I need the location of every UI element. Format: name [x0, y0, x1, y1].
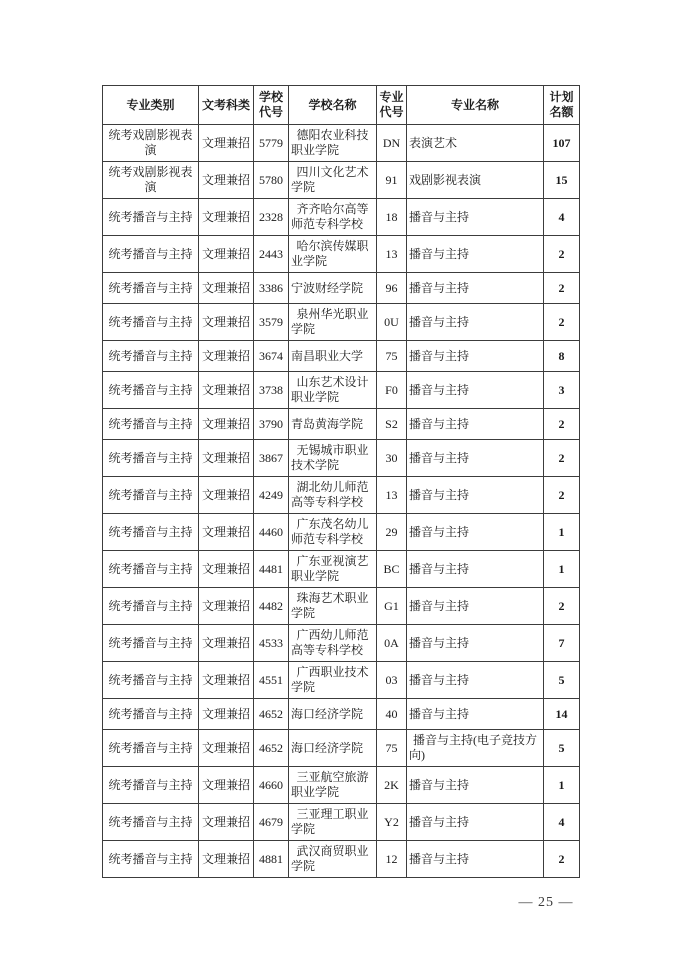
exam-type-cell: 文理兼招 — [199, 730, 254, 767]
category-cell: 统考播音与主持 — [103, 767, 199, 804]
exam-type-cell: 文理兼招 — [199, 514, 254, 551]
school-code-cell: 4460 — [254, 514, 289, 551]
table-row — [103, 804, 580, 841]
quota-cell: 2 — [544, 588, 580, 625]
major-code-cell: 0A — [377, 625, 407, 662]
school-name-cell: 德阳农业科技职业学院 — [289, 125, 377, 162]
exam-type-cell: 文理兼招 — [199, 199, 254, 236]
exam-type-cell: 文理兼招 — [199, 372, 254, 409]
school-code-cell: 3579 — [254, 304, 289, 341]
exam-type-cell: 文理兼招 — [199, 236, 254, 273]
major-name-cell: 播音与主持 — [407, 273, 544, 304]
exam-type-cell: 文理兼招 — [199, 409, 254, 440]
category-cell: 统考播音与主持 — [103, 409, 199, 440]
header-school-name: 学校名称 — [289, 86, 377, 125]
major-code-cell: 30 — [377, 440, 407, 477]
table-row — [103, 699, 580, 730]
major-name-cell: 播音与主持 — [407, 341, 544, 372]
quota-cell: 7 — [544, 625, 580, 662]
table-row — [103, 125, 580, 162]
table-row — [103, 551, 580, 588]
major-code-cell: 13 — [377, 236, 407, 273]
school-code-cell: 4551 — [254, 662, 289, 699]
major-code-cell: 96 — [377, 273, 407, 304]
quota-cell: 8 — [544, 341, 580, 372]
exam-type-cell: 文理兼招 — [199, 625, 254, 662]
table-row — [103, 341, 580, 372]
exam-type-cell: 文理兼招 — [199, 662, 254, 699]
header-exam-type: 文考科类 — [199, 86, 254, 125]
table-row — [103, 199, 580, 236]
table-body — [103, 125, 580, 878]
header-major-code: 专业代号 — [377, 86, 407, 125]
school-name-cell: 哈尔滨传媒职业学院 — [289, 236, 377, 273]
category-cell: 统考播音与主持 — [103, 341, 199, 372]
major-name-cell: 表演艺术 — [407, 125, 544, 162]
school-name-cell: 山东艺术设计职业学院 — [289, 372, 377, 409]
major-code-cell: 2K — [377, 767, 407, 804]
exam-type-cell: 文理兼招 — [199, 125, 254, 162]
quota-cell: 2 — [544, 409, 580, 440]
major-code-cell: 0U — [377, 304, 407, 341]
school-code-cell: 4652 — [254, 699, 289, 730]
table-row — [103, 162, 580, 199]
category-cell: 统考播音与主持 — [103, 199, 199, 236]
major-name-cell: 播音与主持 — [407, 372, 544, 409]
quota-cell: 107 — [544, 125, 580, 162]
quota-cell: 4 — [544, 804, 580, 841]
table-row — [103, 409, 580, 440]
category-cell: 统考播音与主持 — [103, 841, 199, 878]
school-name-cell: 珠海艺术职业学院 — [289, 588, 377, 625]
category-cell: 统考播音与主持 — [103, 514, 199, 551]
quota-cell: 5 — [544, 662, 580, 699]
school-code-cell: 3674 — [254, 341, 289, 372]
major-name-cell: 播音与主持 — [407, 477, 544, 514]
table-row — [103, 730, 580, 767]
major-code-cell: BC — [377, 551, 407, 588]
school-code-cell: 4249 — [254, 477, 289, 514]
major-name-cell: 播音与主持 — [407, 409, 544, 440]
table-header — [103, 86, 580, 125]
major-name-cell: 播音与主持 — [407, 551, 544, 588]
major-code-cell: Y2 — [377, 804, 407, 841]
major-code-cell: 03 — [377, 662, 407, 699]
quota-cell: 2 — [544, 304, 580, 341]
quota-cell: 14 — [544, 699, 580, 730]
major-name-cell: 播音与主持(电子竞技方向) — [407, 730, 544, 767]
major-code-cell: S2 — [377, 409, 407, 440]
table-row — [103, 662, 580, 699]
quota-cell: 1 — [544, 514, 580, 551]
school-code-cell: 5780 — [254, 162, 289, 199]
table-row — [103, 304, 580, 341]
table-row — [103, 236, 580, 273]
admission-plan-table — [102, 85, 580, 878]
category-cell: 统考播音与主持 — [103, 440, 199, 477]
school-code-cell: 3738 — [254, 372, 289, 409]
exam-type-cell: 文理兼招 — [199, 551, 254, 588]
quota-cell: 1 — [544, 551, 580, 588]
exam-type-cell: 文理兼招 — [199, 841, 254, 878]
quota-cell: 2 — [544, 477, 580, 514]
school-name-cell: 广西幼儿师范高等专科学校 — [289, 625, 377, 662]
table-row — [103, 477, 580, 514]
school-name-cell: 广西职业技术学院 — [289, 662, 377, 699]
exam-type-cell: 文理兼招 — [199, 477, 254, 514]
school-code-cell: 4533 — [254, 625, 289, 662]
major-code-cell: 13 — [377, 477, 407, 514]
major-code-cell: 75 — [377, 341, 407, 372]
header-major-name: 专业名称 — [407, 86, 544, 125]
major-name-cell: 播音与主持 — [407, 625, 544, 662]
quota-cell: 3 — [544, 372, 580, 409]
exam-type-cell: 文理兼招 — [199, 588, 254, 625]
major-name-cell: 播音与主持 — [407, 236, 544, 273]
major-name-cell: 播音与主持 — [407, 304, 544, 341]
major-name-cell: 播音与主持 — [407, 514, 544, 551]
school-name-cell: 海口经济学院 — [289, 730, 377, 767]
quota-cell: 2 — [544, 273, 580, 304]
category-cell: 统考播音与主持 — [103, 699, 199, 730]
category-cell: 统考播音与主持 — [103, 804, 199, 841]
category-cell: 统考戏剧影视表演 — [103, 125, 199, 162]
exam-type-cell: 文理兼招 — [199, 440, 254, 477]
quota-cell: 2 — [544, 236, 580, 273]
exam-type-cell: 文理兼招 — [199, 162, 254, 199]
major-name-cell: 播音与主持 — [407, 662, 544, 699]
major-code-cell: 18 — [377, 199, 407, 236]
exam-type-cell: 文理兼招 — [199, 341, 254, 372]
quota-cell: 2 — [544, 440, 580, 477]
quota-cell: 5 — [544, 730, 580, 767]
header-school-code: 学校代号 — [254, 86, 289, 125]
major-code-cell: F0 — [377, 372, 407, 409]
table-row — [103, 841, 580, 878]
school-name-cell: 三亚航空旅游职业学院 — [289, 767, 377, 804]
school-code-cell: 4481 — [254, 551, 289, 588]
school-code-cell: 4652 — [254, 730, 289, 767]
table-row — [103, 767, 580, 804]
major-code-cell: G1 — [377, 588, 407, 625]
school-code-cell: 2328 — [254, 199, 289, 236]
school-code-cell: 4660 — [254, 767, 289, 804]
school-name-cell: 宁波财经学院 — [289, 273, 377, 304]
header-category: 专业类别 — [103, 86, 199, 125]
quota-cell: 1 — [544, 767, 580, 804]
school-code-cell: 5779 — [254, 125, 289, 162]
category-cell: 统考播音与主持 — [103, 625, 199, 662]
header-quota: 计划名额 — [544, 86, 580, 125]
school-code-cell: 4881 — [254, 841, 289, 878]
school-name-cell: 武汉商贸职业学院 — [289, 841, 377, 878]
school-name-cell: 无锡城市职业技术学院 — [289, 440, 377, 477]
major-code-cell: DN — [377, 125, 407, 162]
school-code-cell: 3790 — [254, 409, 289, 440]
category-cell: 统考播音与主持 — [103, 588, 199, 625]
school-name-cell: 青岛黄海学院 — [289, 409, 377, 440]
school-name-cell: 泉州华光职业学院 — [289, 304, 377, 341]
category-cell: 统考播音与主持 — [103, 304, 199, 341]
school-code-cell: 4679 — [254, 804, 289, 841]
major-name-cell: 播音与主持 — [407, 440, 544, 477]
school-name-cell: 齐齐哈尔高等师范专科学校 — [289, 199, 377, 236]
exam-type-cell: 文理兼招 — [199, 699, 254, 730]
major-name-cell: 播音与主持 — [407, 588, 544, 625]
quota-cell: 4 — [544, 199, 580, 236]
table-row — [103, 273, 580, 304]
school-code-cell: 3386 — [254, 273, 289, 304]
school-name-cell: 四川文化艺术学院 — [289, 162, 377, 199]
page-number: — 25 — — [518, 895, 574, 910]
table-row — [103, 372, 580, 409]
major-code-cell: 75 — [377, 730, 407, 767]
exam-type-cell: 文理兼招 — [199, 273, 254, 304]
school-name-cell: 南昌职业大学 — [289, 341, 377, 372]
school-name-cell: 湖北幼儿师范高等专科学校 — [289, 477, 377, 514]
school-name-cell: 广东亚视演艺职业学院 — [289, 551, 377, 588]
major-code-cell: 91 — [377, 162, 407, 199]
major-code-cell: 29 — [377, 514, 407, 551]
category-cell: 统考播音与主持 — [103, 477, 199, 514]
school-name-cell: 广东茂名幼儿师范专科学校 — [289, 514, 377, 551]
exam-type-cell: 文理兼招 — [199, 304, 254, 341]
major-name-cell: 播音与主持 — [407, 199, 544, 236]
major-name-cell: 播音与主持 — [407, 767, 544, 804]
category-cell: 统考播音与主持 — [103, 236, 199, 273]
major-name-cell: 播音与主持 — [407, 841, 544, 878]
school-code-cell: 4482 — [254, 588, 289, 625]
table-row — [103, 588, 580, 625]
category-cell: 统考戏剧影视表演 — [103, 162, 199, 199]
major-code-cell: 40 — [377, 699, 407, 730]
exam-type-cell: 文理兼招 — [199, 767, 254, 804]
quota-cell: 15 — [544, 162, 580, 199]
table-row — [103, 514, 580, 551]
school-code-cell: 2443 — [254, 236, 289, 273]
school-name-cell: 三亚理工职业学院 — [289, 804, 377, 841]
category-cell: 统考播音与主持 — [103, 551, 199, 588]
exam-type-cell: 文理兼招 — [199, 804, 254, 841]
header-row — [103, 86, 580, 125]
major-code-cell: 12 — [377, 841, 407, 878]
quota-cell: 2 — [544, 841, 580, 878]
major-name-cell: 播音与主持 — [407, 699, 544, 730]
school-code-cell: 3867 — [254, 440, 289, 477]
table-row — [103, 440, 580, 477]
table-row — [103, 625, 580, 662]
category-cell: 统考播音与主持 — [103, 662, 199, 699]
category-cell: 统考播音与主持 — [103, 730, 199, 767]
major-name-cell: 戏剧影视表演 — [407, 162, 544, 199]
category-cell: 统考播音与主持 — [103, 273, 199, 304]
category-cell: 统考播音与主持 — [103, 372, 199, 409]
school-name-cell: 海口经济学院 — [289, 699, 377, 730]
major-name-cell: 播音与主持 — [407, 804, 544, 841]
